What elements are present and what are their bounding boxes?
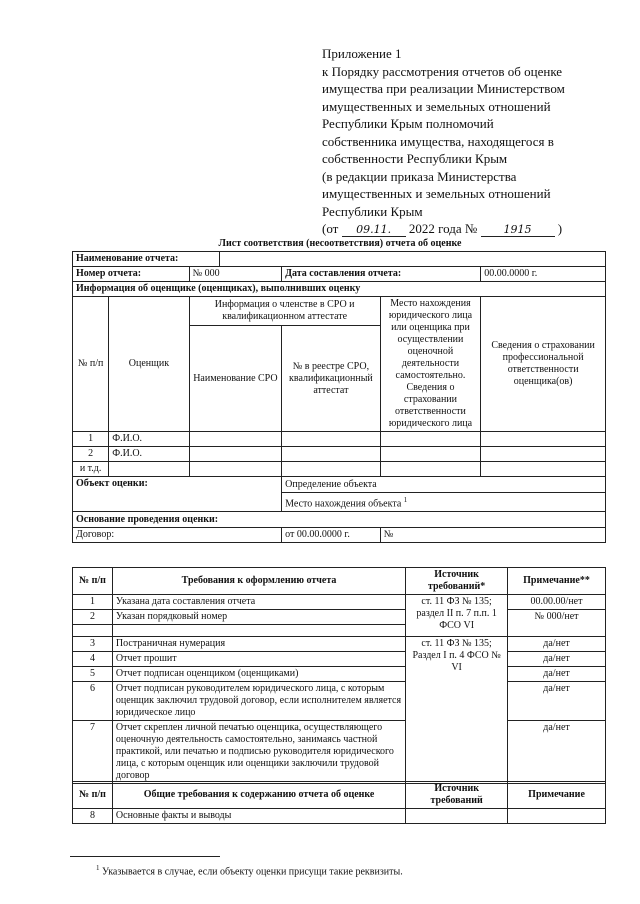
req-note: № 000/нет: [508, 610, 606, 637]
col-sro-group: Информация о членстве в СРО и квалификационном аттестате: [189, 297, 380, 326]
req-source-a: ст. 11 ФЗ № 135; раздел II п. 7 п.п. 1 ФСО VI: [406, 595, 508, 637]
contract-label: Договор:: [73, 528, 282, 543]
object-location: [282, 493, 606, 512]
appraisers-info-label: Информация об оценщике (оценщиках), выполнивших оценку: [73, 282, 606, 297]
document-title: Лист соответствия (несоответствия) отчета об оценке: [218, 238, 462, 249]
gen-col-source: Источник требований: [406, 782, 508, 809]
req-col-note: Примечание**: [508, 568, 606, 595]
req-num: 5: [73, 667, 113, 682]
footnote: [96, 864, 403, 877]
cell-empty: [380, 447, 481, 462]
req-text: Указан порядковый номер: [112, 610, 405, 625]
appendix-line: собственности Республики Крым: [322, 151, 508, 166]
object-location-text: Место нахождения объекта: [285, 498, 402, 510]
req-source-b: ст. 11 ФЗ № 135; Раздел I п. 4 ФСО № VI: [406, 637, 508, 784]
cell-empty: [282, 447, 381, 462]
cell-empty: [508, 809, 606, 824]
req-text: Отчет прошит: [112, 652, 405, 667]
order-date-handwritten: 09.11.: [342, 223, 406, 237]
req-text: Постраничная нумерация: [112, 637, 405, 652]
cell-empty: [189, 447, 282, 462]
req-text: Отчет подписан оценщиком (оценщиками): [112, 667, 405, 682]
row-num: 2: [73, 447, 109, 462]
row-appraiser: Ф.И.О.: [109, 432, 189, 447]
appendix-line: имущества при реализации Министерством: [322, 81, 565, 96]
req-num: 3: [73, 637, 113, 652]
row-num: 1: [73, 432, 109, 447]
col-location: Место нахождения юридического лица или оценщика при осуществлении оценочной деятельности самостоятельно. Сведения о страховании ответственности юридического лица: [380, 297, 481, 432]
requirements-table: [72, 567, 606, 784]
cell-empty: [73, 625, 113, 637]
req-text: Отчет скреплен личной печатью оценщика, осуществляющего оценочную деятельность самостоятельно, занимаясь частной практикой, или печатью и подписью руководителя юридического лица, с которым оценщик или оценщики заключили трудовой договор: [112, 721, 405, 784]
req-num: 2: [73, 610, 113, 625]
footnote-ref: 1: [403, 496, 408, 504]
req-num: 6: [73, 682, 113, 721]
gen-col-note: Примечание: [508, 782, 606, 809]
appendix-line: собственника имущества, находящегося в: [322, 133, 554, 149]
order-prefix: (от: [322, 221, 339, 236]
appendix-line: Республики Крым: [322, 203, 423, 219]
req-note: 00.00.00/нет: [508, 595, 606, 610]
req-note: да/нет: [508, 682, 606, 721]
footnote-divider: [70, 856, 220, 857]
appendix-line: имущественных и земельных отношений: [322, 98, 551, 114]
report-name-value: [219, 252, 605, 267]
gen-text: Основные факты и выводы: [112, 809, 405, 824]
report-number-label: Номер отчета:: [73, 267, 190, 282]
col-insurance: Сведения о страховании профессиональной ответственности оценщика(ов): [481, 297, 606, 432]
col-appraiser: Оценщик: [109, 297, 189, 432]
gen-col-requirement: Общие требования к содержанию отчета об оценке: [112, 782, 405, 809]
object-definition: Определение объекта: [282, 477, 606, 493]
cell-empty: [481, 462, 606, 477]
row-num: и т.д.: [73, 462, 109, 477]
object-label: Объект оценки:: [73, 477, 282, 512]
req-note: да/нет: [508, 667, 606, 682]
contract-date: от 00.00.0000 г.: [282, 528, 381, 543]
footnote-mark: 1: [96, 864, 100, 872]
general-requirements-table: [72, 781, 606, 824]
order-reference: [322, 220, 622, 238]
report-date-label: Дата составления отчета:: [282, 267, 481, 282]
appendix-line: (в редакции приказа Министерства: [322, 168, 517, 184]
gen-num: 8: [73, 809, 113, 824]
appendix-line: Приложение 1: [322, 46, 402, 61]
req-col-requirement: Требования к оформлению отчета: [112, 568, 405, 595]
report-name-label: Наименование отчета:: [73, 252, 220, 267]
req-num: 1: [73, 595, 113, 610]
req-note: да/нет: [508, 721, 606, 784]
col-num: № п/п: [73, 297, 109, 432]
req-text: Указана дата составления отчета: [112, 595, 405, 610]
appendix-line: имущественных и земельных отношений: [322, 186, 551, 201]
order-number-handwritten: 1915: [481, 223, 555, 237]
row-appraiser: Ф.И.О.: [109, 447, 189, 462]
report-number-value: № 000: [189, 267, 282, 282]
appendix-header: [322, 45, 622, 238]
cell-empty: [380, 462, 481, 477]
footnote-text: Указывается в случае, если объекту оценки присущи такие реквизиты.: [102, 866, 403, 878]
cell-empty: [282, 432, 381, 447]
req-num: 7: [73, 721, 113, 784]
row-appraiser: [109, 462, 189, 477]
report-info-table: [72, 251, 606, 543]
col-registry: № в реестре СРО, квалификационный аттестат: [282, 326, 381, 432]
cell-empty: [189, 432, 282, 447]
appendix-line: Республики Крым полномочий: [322, 116, 494, 131]
cell-empty: [282, 462, 381, 477]
order-year: 2022 года №: [408, 221, 478, 236]
cell-empty: [189, 462, 282, 477]
cell-empty: [112, 625, 405, 637]
req-col-source: Источник требований*: [406, 568, 508, 595]
req-note: да/нет: [508, 652, 606, 667]
appendix-line: к Порядку рассмотрения отчетов об оценке: [322, 63, 563, 79]
order-suffix: ): [557, 221, 563, 236]
cell-empty: [380, 432, 481, 447]
req-num: 4: [73, 652, 113, 667]
req-note: да/нет: [508, 637, 606, 652]
req-col-num: № п/п: [73, 568, 113, 595]
cell-empty: [481, 447, 606, 462]
contract-number: №: [380, 528, 605, 543]
report-date-value: 00.00.0000 г.: [481, 267, 606, 282]
cell-empty: [481, 432, 606, 447]
req-text: Отчет подписан руководителем юридического лица, с которым оценщик заключил трудовой договор, если исполнителем является юридическое лицо: [112, 682, 405, 721]
basis-label: Основание проведения оценки:: [73, 512, 606, 528]
cell-empty: [406, 809, 508, 824]
gen-col-num: № п/п: [73, 782, 113, 809]
col-sro-name: Наименование СРО: [189, 326, 282, 432]
